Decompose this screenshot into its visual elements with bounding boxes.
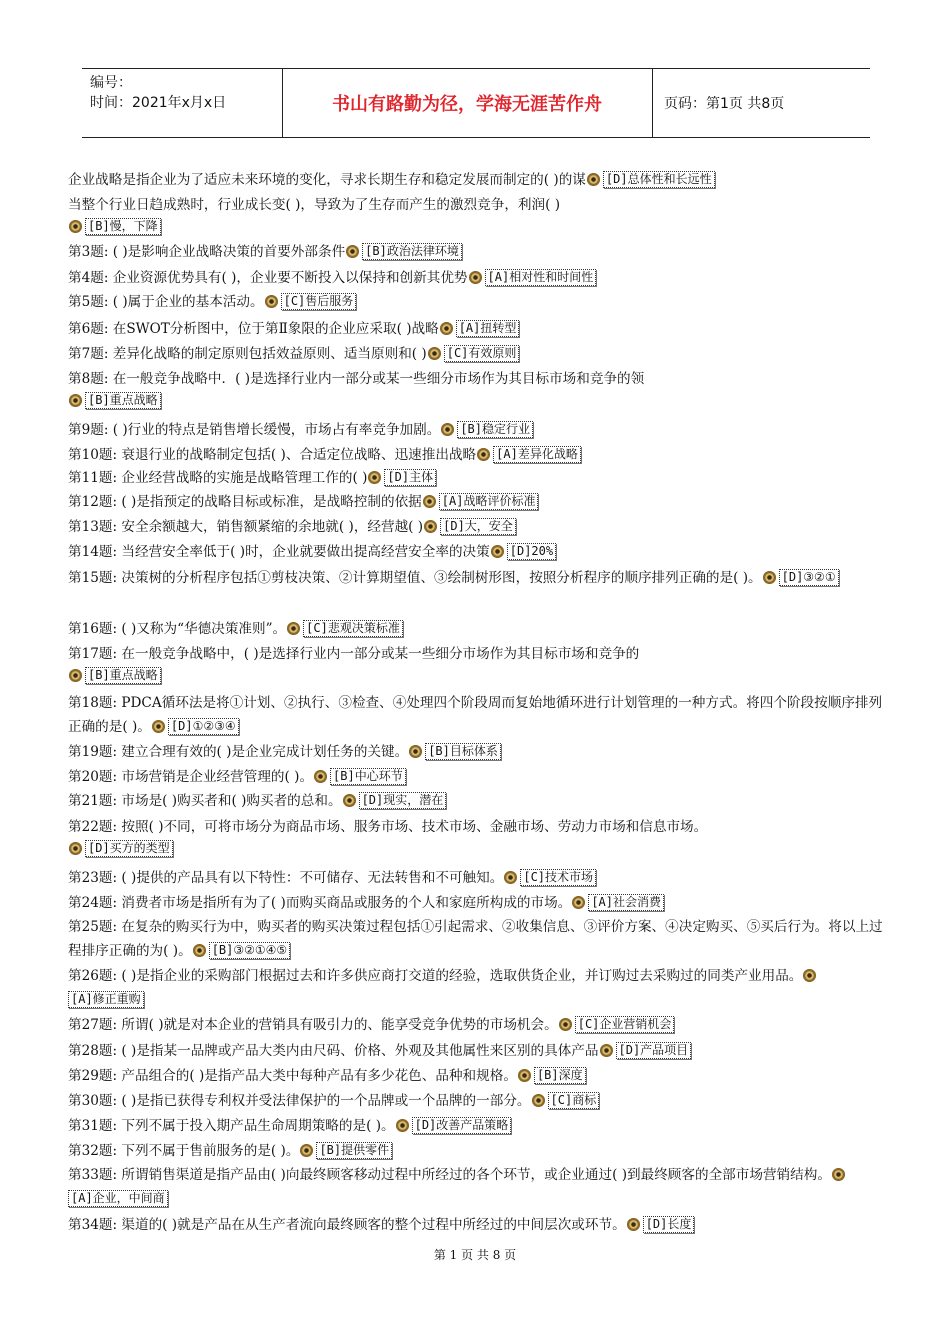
answer-line	[68, 216, 883, 238]
question-item	[68, 1064, 883, 1088]
question-text: 第33题: 所谓销售渠道是指产品由( )向最终顾客移动过程中所经过的各个环节，或企业通过( )到最终顾客的全部市场营销结构。	[68, 1167, 831, 1183]
question-item	[68, 891, 883, 915]
question-text: 第31题: 下列不属于投入期产品生命周期策略的是( )。	[68, 1118, 395, 1134]
answer-box: [C]有效原则	[444, 345, 520, 362]
answer-group	[422, 494, 539, 510]
question-text: 第22题: 按照( )不同，可将市场分为商品市场、服务市场、技术市场、金融市场、劳动力市场和信息市场。	[68, 819, 708, 835]
question-text: 第5题: ( )属于企业的基本活动。	[68, 294, 264, 310]
question-text: 第26题: ( )是指企业的采购部门根据过去和许多供应商打交道的经验，选取供货企业，并订购过去采购过的同类产业用品。	[68, 968, 803, 984]
answer-group	[286, 621, 403, 637]
question-text: 第34题: 渠道的( )就是产品在从生产者流向最终顾客的整个过程中所经过的中间层次或环节。	[68, 1217, 626, 1233]
question-text: 第29题: 产品组合的( )是指产品大类中每种产品有多少花色、品种和规格。	[68, 1068, 517, 1084]
answer-box: [D]改善产品策略	[412, 1117, 512, 1134]
answer-marker-icon	[803, 969, 816, 982]
answer-group	[342, 793, 447, 809]
answer-marker-icon	[423, 495, 436, 508]
question-text: 第7题: 差异化战略的制定原则包括效益原则、适当原则和( )	[68, 346, 427, 362]
question-text: 第11题: 企业经营战略的实施是战略管理工作的( )	[68, 470, 368, 486]
answer-group	[531, 1093, 600, 1109]
answer-group	[571, 895, 664, 911]
answer-box: [A]相对性和时间性	[485, 269, 597, 286]
answer-box: [A]企业，中间商	[68, 1190, 168, 1207]
question-item	[68, 617, 883, 641]
answer-group	[476, 447, 581, 463]
answer-marker-icon	[532, 1094, 545, 1107]
answer-marker-icon	[559, 1018, 572, 1031]
answer-box: [B]重点战略	[85, 392, 161, 409]
answer-box: [B]中心环节	[330, 768, 406, 785]
question-text: 第21题: 市场是( )购买者和( )购买者的总和。	[68, 793, 342, 809]
answer-marker-icon	[409, 745, 422, 758]
question-text: 企业战略是指企业为了适应未来环境的变化，寻求长期生存和稳定发展而制定的( )的谋	[68, 172, 586, 188]
answer-marker-icon	[396, 1119, 409, 1132]
answer-marker-icon	[627, 1218, 640, 1231]
answer-marker-icon	[572, 896, 585, 909]
question-text: 第18题: PDCA循环法是将①计划、②执行、③检查、④处理四个阶段周而复始地循环进行计划管理的一种方式。将四个阶段按顺序排列正确的是( )。	[68, 695, 883, 735]
question-text: 第28题: ( )是指某一品牌或产品大类内由尺码、价格、外观及其他属性来区别的具体产品	[68, 1043, 599, 1059]
answer-marker-icon	[518, 1069, 531, 1082]
answer-marker-icon	[69, 220, 82, 233]
answer-group	[558, 1017, 675, 1033]
answer-box: [D]总体性和长远性	[603, 171, 715, 188]
question-item	[68, 490, 883, 514]
answer-group	[586, 172, 715, 188]
answer-marker-icon	[69, 842, 82, 855]
answer-box: [C]企业营销机会	[575, 1016, 675, 1033]
answer-marker-icon	[287, 622, 300, 635]
question-text: 第25题: 在复杂的购买行为中，购买者的购买决策过程包括①引起需求、②收集信息、③评价方案、④决定购买、⑤买后行为。将以上过程排序正确的为( )。	[68, 919, 883, 959]
answer-group	[503, 870, 596, 886]
page-info: 页码：第1页 共8页	[664, 96, 785, 112]
question-text: 第10题: 衰退行业的战略制定包括( )、合适定位战略、迅速推出战略	[68, 447, 477, 463]
question-item	[68, 1139, 883, 1163]
answer-box: [C]商标	[548, 1092, 600, 1109]
question-item	[68, 642, 883, 666]
question-text: 第30题: ( )是指已获得专利权并受法律保护的一个品牌或一个品牌的一部分。	[68, 1093, 531, 1109]
answer-box: [D]买方的类型	[85, 840, 173, 857]
answer-marker-icon	[193, 944, 206, 957]
answer-marker-icon	[832, 1168, 845, 1181]
question-item	[68, 418, 883, 442]
answer-group	[192, 943, 290, 959]
answer-box: [D]③②①	[779, 569, 839, 586]
question-text: 第13题: 安全余额越大，销售额紧缩的余地就( )，经营越( )	[68, 519, 424, 535]
answer-group	[68, 390, 161, 409]
answer-group	[151, 719, 239, 735]
answer-group	[762, 570, 839, 586]
answer-group	[395, 1118, 512, 1134]
question-text: 第15题: 决策树的分析程序包括①剪枝决策、②计算期望值、③绘制树形图，按照分析程序的顺序排列正确的是( )。	[68, 570, 762, 586]
question-item	[68, 815, 883, 839]
question-text: 第14题: 当经营安全率低于( )时，企业就要做出提高经营安全率的决策	[68, 544, 490, 560]
answer-group	[427, 346, 520, 362]
answer-box: [B]稳定行业	[457, 421, 533, 438]
question-item	[68, 168, 883, 192]
question-item	[68, 1213, 883, 1237]
answer-group	[423, 519, 516, 535]
question-item	[68, 290, 883, 314]
page-header	[82, 68, 870, 138]
question-text: 第24题: 消费者市场是指所有为了( )而购买商品或服务的个人和家庭所构成的市场。	[68, 895, 572, 911]
question-text: 第16题: ( )又称为“华德决策准则”。	[68, 621, 287, 637]
question-text: 第20题: 市场营销是企业经营管理的( )。	[68, 769, 314, 785]
question-text: 第17题: 在一般竞争战略中，( )是选择行业内一部分或某一些细分市场作为其目标市场和竞争的	[68, 646, 640, 662]
question-item	[68, 1114, 883, 1138]
question-item	[68, 540, 883, 564]
motto: 书山有路勤为径，学海无涯苦作舟	[332, 94, 602, 115]
answer-marker-icon	[504, 871, 517, 884]
answer-group	[439, 321, 520, 337]
question-item	[68, 367, 883, 391]
answer-box: [D]20%	[507, 543, 556, 560]
question-item	[68, 1039, 883, 1063]
answer-line	[68, 390, 883, 412]
answer-box: [B]重点战略	[85, 667, 161, 684]
divider	[652, 69, 653, 137]
answer-box: [A]修正重购	[68, 991, 144, 1008]
header-meta	[90, 73, 226, 113]
answer-marker-icon	[69, 669, 82, 682]
answer-marker-icon	[491, 545, 504, 558]
answer-line	[68, 665, 883, 687]
answer-box: [D]现实，潜在	[359, 792, 447, 809]
answer-group	[68, 216, 161, 235]
answer-marker-icon	[314, 770, 327, 783]
answer-line	[68, 838, 883, 860]
answer-group	[313, 769, 406, 785]
answer-box: [D]①②③④	[168, 718, 239, 735]
answer-box: [A]扭转型	[456, 320, 520, 337]
answer-group	[490, 544, 556, 560]
question-text: 第3题: ( )是影响企业战略决策的首要外部条件	[68, 244, 346, 260]
answer-group	[599, 1043, 692, 1059]
answer-box: [B]深度	[534, 1067, 586, 1084]
answer-group	[440, 422, 533, 438]
question-item	[68, 691, 883, 739]
answer-box: [D]主体	[384, 469, 436, 486]
question-text: 第12题: ( )是指预定的战略目标或标准，是战略控制的依据	[68, 494, 422, 510]
question-item	[68, 466, 883, 490]
answer-box: [B]慢，下降	[85, 218, 161, 235]
question-text: 第6题: 在SWOT分析图中，位于第Ⅱ象限的企业应采取( )战略	[68, 321, 439, 337]
answer-box: [D]大，安全	[440, 518, 516, 535]
answer-box: [C]售后服务	[281, 293, 357, 310]
question-item	[68, 342, 883, 366]
answer-marker-icon	[600, 1044, 613, 1057]
answer-marker-icon	[346, 245, 359, 258]
answer-marker-icon	[300, 1144, 313, 1157]
answer-group	[626, 1217, 695, 1233]
question-item	[68, 443, 883, 467]
answer-box: [B]提供零件	[316, 1142, 392, 1159]
question-item	[68, 266, 883, 290]
question-item	[68, 866, 883, 890]
answer-marker-icon	[265, 295, 278, 308]
answer-marker-icon	[152, 720, 165, 733]
question-text: 第4题: 企业资源优势具有( )，企业要不断投入以保持和创新其优势	[68, 270, 468, 286]
question-item	[68, 915, 883, 963]
answer-box: [A]战略评价标准	[439, 493, 539, 510]
question-text: 第27题: 所谓( )就是对本企业的营销具有吸引力的、能享受竞争优势的市场机会。	[68, 1017, 558, 1033]
answer-marker-icon	[477, 448, 490, 461]
answer-marker-icon	[469, 271, 482, 284]
question-text: 第8题: 在一般竞争战略中．( )是选择行业内一部分或某一些细分市场作为其目标市场和竞争的领	[68, 371, 645, 387]
question-item	[68, 789, 883, 813]
answer-box: [B]③②①④⑤	[209, 942, 290, 959]
answer-box: [B]政治法律环境	[362, 243, 462, 260]
question-item	[68, 1163, 883, 1211]
answer-marker-icon	[587, 173, 600, 186]
answer-box: [D]产品项目	[616, 1042, 692, 1059]
answer-group	[68, 665, 161, 684]
answer-marker-icon	[368, 471, 381, 484]
question-item	[68, 515, 883, 539]
answer-marker-icon	[343, 794, 356, 807]
answer-group	[367, 470, 436, 486]
question-item	[68, 193, 883, 217]
question-text: 第9题: ( )行业的特点是销售增长缓慢，市场占有率竞争加剧。	[68, 422, 441, 438]
answer-box: [A]社会消费	[588, 894, 664, 911]
answer-marker-icon	[424, 520, 437, 533]
question-text: 第19题: 建立合理有效的( )是企业完成计划任务的关键。	[68, 744, 409, 760]
question-item	[68, 317, 883, 341]
page-footer: 第 1 页 共 8 页	[433, 1248, 517, 1262]
answer-box: [B]目标体系	[425, 743, 501, 760]
answer-group	[468, 270, 597, 286]
question-item	[68, 1089, 883, 1113]
answer-box: [A]差异化战略	[493, 446, 581, 463]
question-text: 第32题: 下列不属于售前服务的是( )。	[68, 1143, 300, 1159]
answer-box: [D]长度	[643, 1216, 695, 1233]
question-item	[68, 740, 883, 764]
question-item	[68, 765, 883, 789]
question-text: 第23题: ( )提供的产品具有以下特性：不可储存、无法转售和不可触知。	[68, 870, 504, 886]
answer-box: [C]技术市场	[520, 869, 596, 886]
answer-marker-icon	[69, 394, 82, 407]
question-item	[68, 964, 883, 1012]
answer-marker-icon	[441, 423, 454, 436]
question-item	[68, 1013, 883, 1037]
answer-group	[299, 1143, 392, 1159]
answer-group	[264, 294, 357, 310]
answer-group	[408, 744, 501, 760]
question-item	[68, 240, 883, 264]
answer-group	[345, 244, 462, 260]
answer-group	[68, 838, 173, 857]
answer-marker-icon	[763, 571, 776, 584]
number-label: 编号：	[90, 75, 132, 91]
question-text: 当整个行业日趋成熟时，行业成长变( )，导致为了生存而产生的激烈竞争，利润( )	[68, 197, 561, 213]
answer-group	[517, 1068, 586, 1084]
answer-marker-icon	[440, 322, 453, 335]
question-item	[68, 566, 883, 590]
time-label: 时间：2021年x月x日	[90, 95, 227, 111]
answer-marker-icon	[428, 347, 441, 360]
answer-box: [C]悲观决策标准	[303, 620, 403, 637]
